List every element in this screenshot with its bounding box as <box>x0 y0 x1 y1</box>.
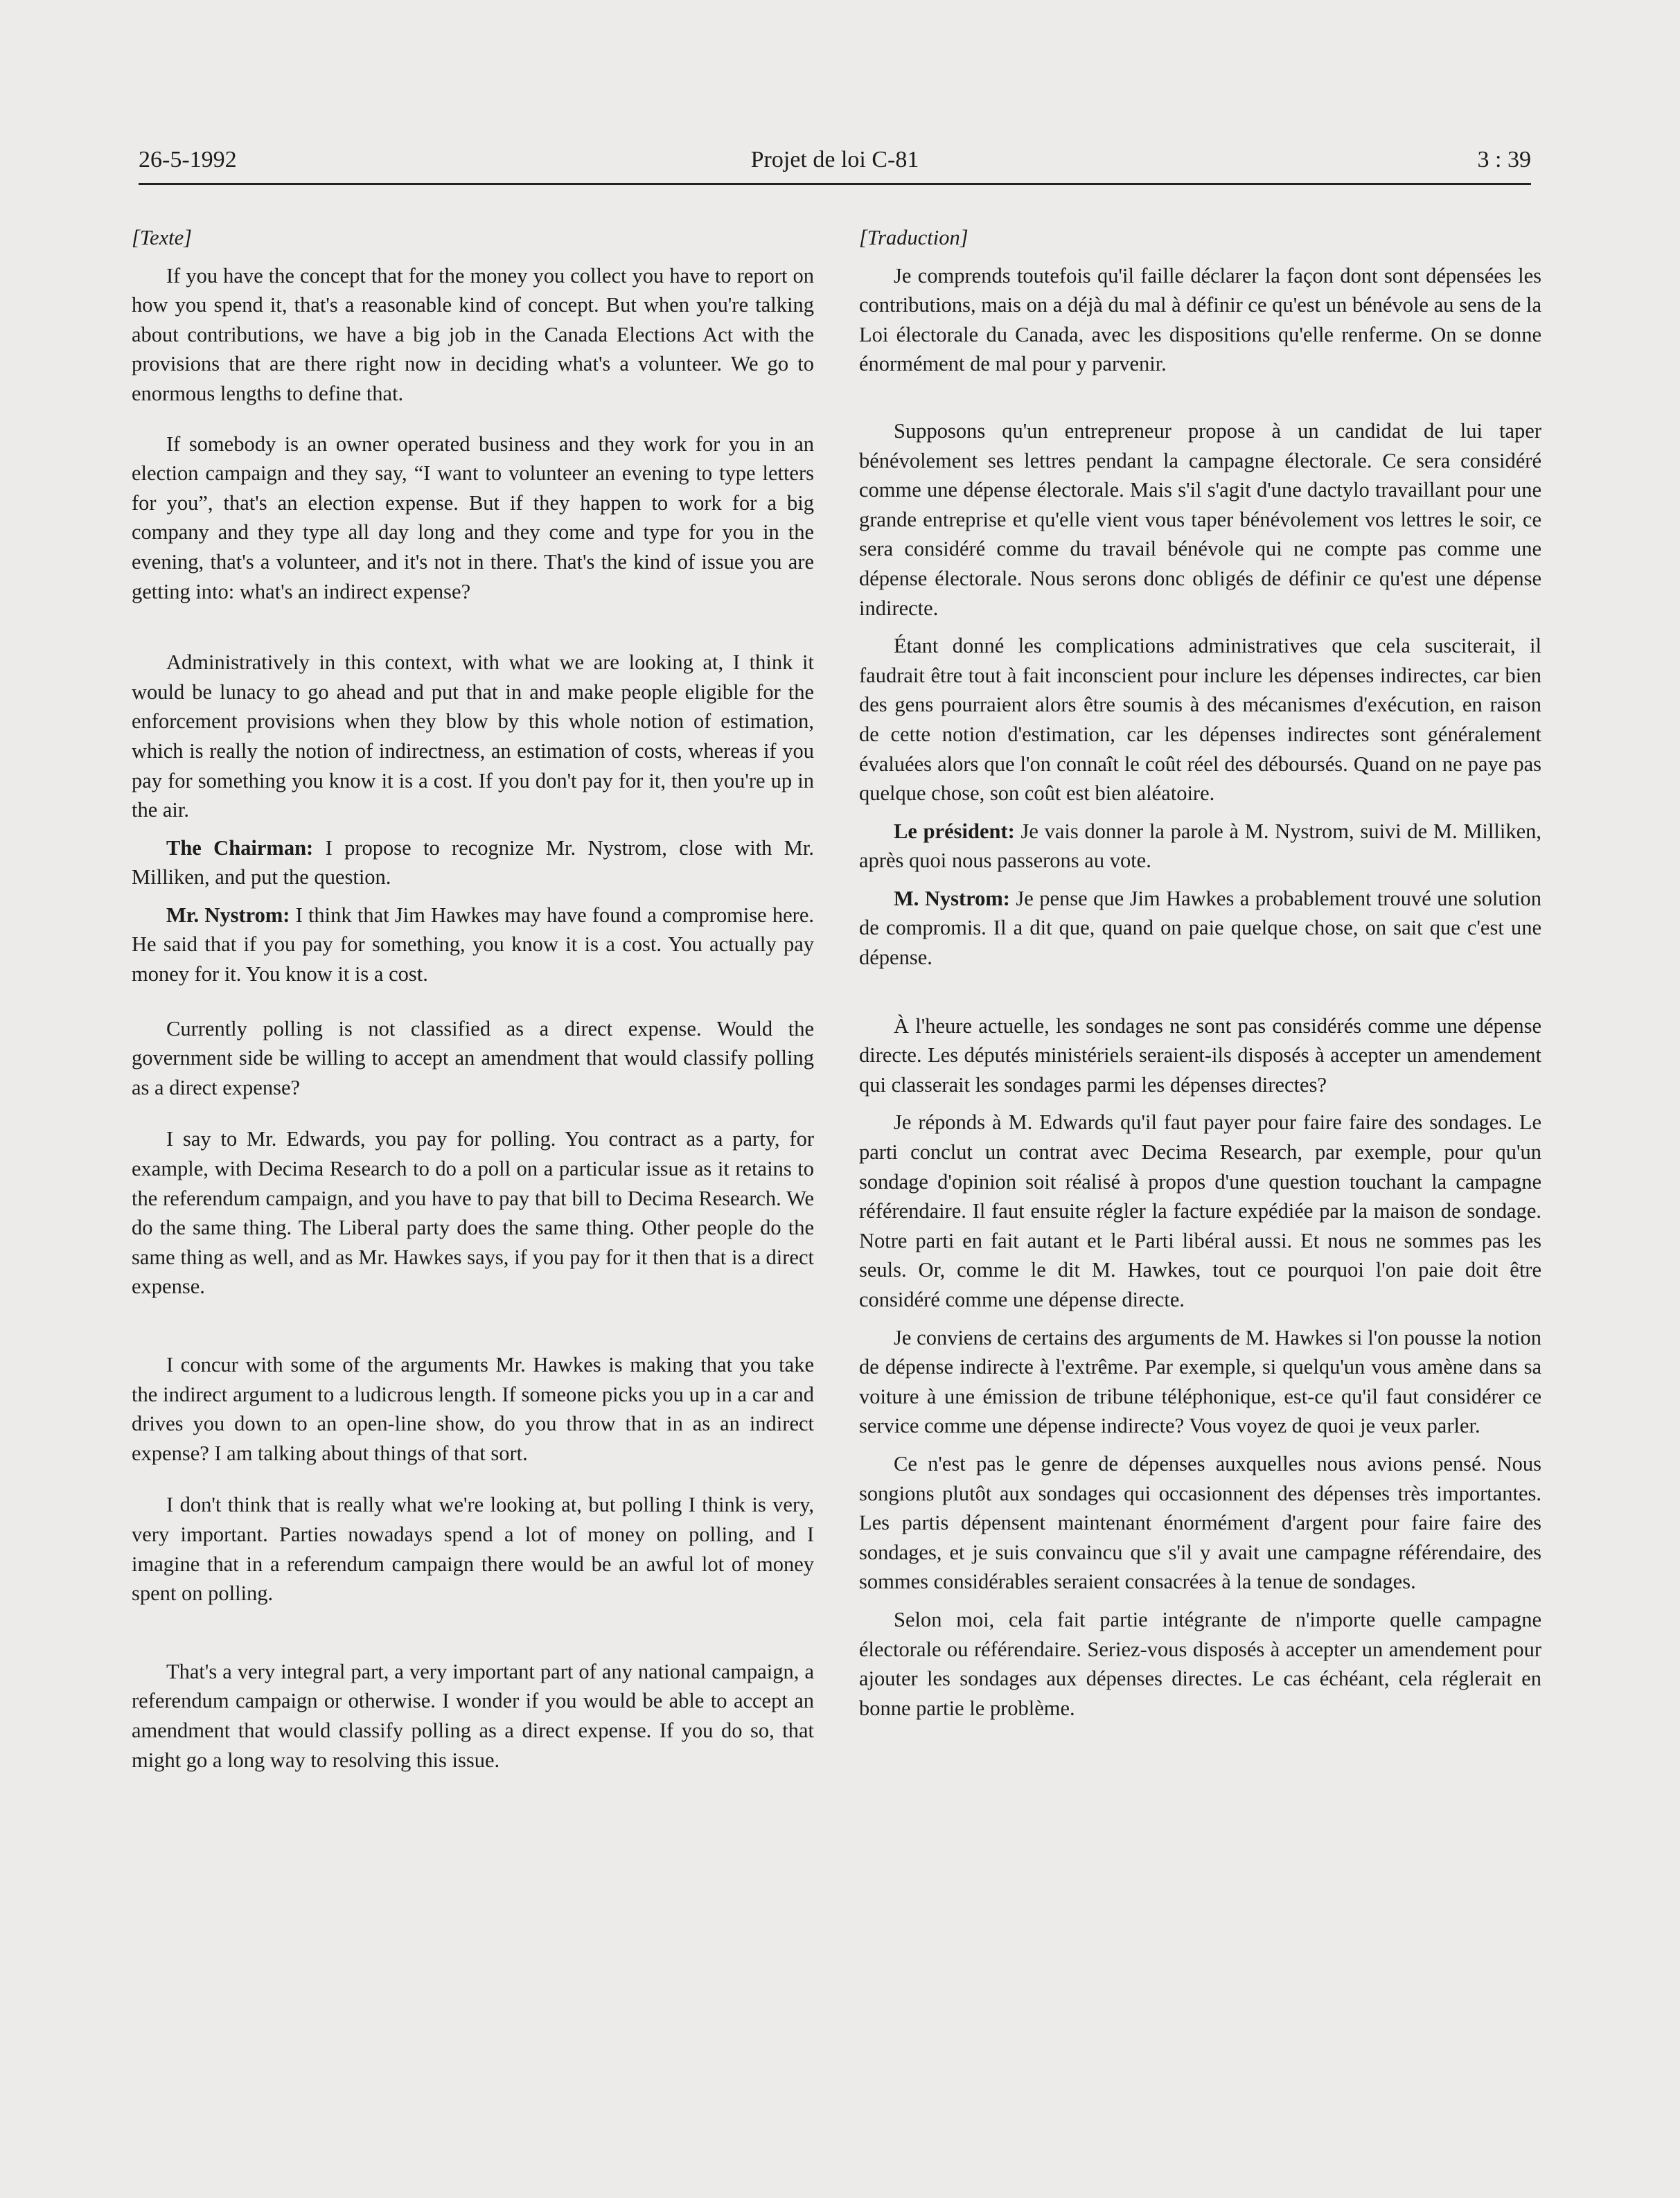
header-rule <box>139 183 1531 185</box>
paragraph-text: Ce n'est pas le genre de dépenses auxquelles nous avions pensé. Nous songions plutôt aux sondages qui occasionnent des dépenses très importantes. Les partis dépensent maintenant énormément d'argent pour faire faire des sondages, et je suis convaincu que s'il y avait une campagne référendaire, des sommes considérables seraient consacrées à la tenue de sondages. <box>859 1451 1541 1594</box>
english-column <box>132 223 814 1775</box>
paragraph-list <box>132 261 814 1775</box>
paragraph <box>132 1350 814 1468</box>
paragraph <box>859 884 1541 973</box>
paragraph-text: I propose to recognize Mr. Nystrom, close with Mr. Milliken, and put the question. <box>132 835 814 889</box>
paragraph <box>859 261 1541 379</box>
paragraph-text: Je pense que Jim Hawkes a probablement trouvé une solution de compromis. Il a dit que, quand on paie quelque chose, on sait que c'est une dépense. <box>859 886 1541 970</box>
paragraph <box>132 1657 814 1775</box>
paragraph <box>132 429 814 607</box>
paragraph-text: Administratively in this context, with what we are looking at, I think it would be lunacy to go ahead and put that in and make people eligible for the enforcement provisions when they blow by this whole notion of estimation, which is really the notion of indirectness, an estimation of costs, whereas if you pay for something you know it is a cost. If you don't pay for it, then you're up in the air. <box>132 650 814 822</box>
paragraph <box>132 1124 814 1302</box>
paragraph-text: À l'heure actuelle, les sondages ne sont pas considérés comme une dépense directe. Les députés ministériels seraient-ils disposés à accepter un amendement qui classerait les sondages parmi les dépenses directes? <box>859 1013 1541 1097</box>
paragraph-text: I concur with some of the arguments Mr. Hawkes is making that you take the indirect argument to a ludicrous length. If someone picks you up in a car and drives you down to an open-line show, do you throw that in as an indirect expense? I am talking about things of that sort. <box>132 1353 814 1465</box>
column-label: [Traduction] <box>859 226 969 249</box>
paragraph <box>132 901 814 989</box>
page-header <box>139 147 1531 186</box>
paragraph <box>859 1323 1541 1441</box>
paragraph-text: Je comprends toutefois qu'il faille déclarer la façon dont sont dépensées les contributions, mais on a déjà du mal à définir ce qu'est un bénévole au sens de la Loi électorale du Canada, avec les dispositions qu'elle renferme. On se donne énormément de mal pour y parvenir. <box>859 263 1541 376</box>
paragraph-text: Selon moi, cela fait partie intégrante de n'importe quelle campagne électorale ou référendaire. Seriez-vous disposés à accepter un amendement pour ajouter les sondages aux dépenses directes. Le cas échéant, cela réglerait en bonne partie le problème. <box>859 1607 1541 1720</box>
speaker-name: Mr. Nystrom: <box>166 903 290 927</box>
paragraph-list <box>859 261 1541 1723</box>
paragraph <box>859 1108 1541 1314</box>
header-title: Projet de loi C-81 <box>750 147 919 172</box>
paragraph-text: I think that Jim Hawkes may have found a compromise here. He said that if you pay for something, you know it is a cost. You actually pay money for it. You know it is a cost. <box>132 903 814 986</box>
paragraph-text: I don't think that is really what we're looking at, but polling I think is very, very important. Parties nowadays spend a lot of money on polling, and I imagine that in a referendum campaign there would be an awful lot of money spent on polling. <box>132 1493 814 1606</box>
french-column <box>859 223 1541 1723</box>
speaker-name: The Chairman: <box>166 835 314 860</box>
header-page-number: 3 : 39 <box>1477 147 1531 172</box>
speaker-name: Le président: <box>894 819 1015 843</box>
paragraph-text: I say to Mr. Edwards, you pay for polling. You contract as a party, for example, with Decima Research to do a poll on a particular issue as it retains to the referendum campaign, and you have to pay that bill to Decima Research. We do the same thing. The Liberal party does the same thing. Other people do the same thing as well, and as Mr. Hawkes says, if you pay for it then that is a direct expense. <box>132 1127 814 1299</box>
paragraph <box>132 1014 814 1103</box>
paragraph-text: Je vais donner la parole à M. Nystrom, suivi de M. Milliken, après quoi nous passerons au vote. <box>859 819 1541 873</box>
paragraph <box>859 1605 1541 1723</box>
header-date: 26-5-1992 <box>139 147 237 172</box>
paragraph <box>859 817 1541 876</box>
paragraph <box>859 631 1541 808</box>
paragraph-text: Je réponds à M. Edwards qu'il faut payer pour faire faire des sondages. Le parti conclut un contrat avec Decima Research, par exemple, pour qu'un sondage d'opinion soit réalisé à propos d'une question touchant la campagne référendaire. Il faut ensuite régler la facture expédiée par la maison de sondage. Notre parti en fait autant et le Parti libéral aussi. Et nous ne sommes pas les seuls. Or, comme le dit M. Hawkes, tout ce pourquoi l'on paie doit être considéré comme une dépense directe. <box>859 1110 1541 1311</box>
paragraph-text: If somebody is an owner operated business and they work for you in an election campaign and they say, “I want to volunteer an evening to type letters for you”, that's an election expense. But if they happen to work for a big company and they type all day long and they come and type for you in the evening, that's a volunteer, and it's not in there. That's the kind of issue you are getting into: what's an indirect expense? <box>132 432 814 603</box>
paragraph <box>132 1490 814 1608</box>
paragraph-text: If you have the concept that for the money you collect you have to report on how you spend it, that's a reasonable kind of concept. But when you're talking about contributions, we have a big job in the Canada Elections Act with the provisions that are there right now in deciding what's a volunteer. We go to enormous lengths to define that. <box>132 263 814 405</box>
paragraph-text: Supposons qu'un entrepreneur propose à un candidat de lui taper bénévolement ses lettres pendant la campagne électorale. Ce sera considéré comme une dépense électorale. Mais s'il s'agit d'une dactylo travaillant pour une grande entreprise et qu'elle vient vous taper bénévolement vos lettres le soir, ce sera considéré comme du travail bénévole qui ne compte pas comme une dépense électorale. Nous serons donc obligés de définir ce qu'est une dépense indirecte. <box>859 418 1541 620</box>
paragraph <box>859 1449 1541 1597</box>
paragraph-text: Étant donné les complications administratives que cela susciterait, il faudrait être tout à fait inconscient pour inclure les dépenses indirectes, car bien des gens pourraient alors être soumis à des mécanismes d'exécution, en raison de cette notion d'estimation, car les dépenses indirectes sont généralement évaluées alors que l'on connaît le coût réel des déboursés. Quand on ne paye pas quelque chose, son coût est bien aléatoire. <box>859 634 1541 806</box>
paragraph <box>859 416 1541 623</box>
paragraph <box>132 648 814 825</box>
paragraph-text: Currently polling is not classified as a direct expense. Would the government side be willing to accept an amendment that would classify polling as a direct expense? <box>132 1016 814 1099</box>
paragraph-text: Je conviens de certains des arguments de M. Hawkes si l'on pousse la notion de dépense indirecte à l'extrême. Par exemple, si quelqu'un vous amène dans sa voiture à une émission de tribune téléphonique, est-ce qu'il faut considérer ce service comme une dépense indirecte? Vous voyez de quoi je veux parler. <box>859 1325 1541 1438</box>
speaker-name: M. Nystrom: <box>894 886 1010 910</box>
paragraph <box>132 833 814 892</box>
column-label: [Texte] <box>132 226 192 249</box>
paragraph <box>859 1011 1541 1100</box>
paragraph-text: That's a very integral part, a very important part of any national campaign, a referendum campaign or otherwise. I wonder if you would be able to accept an amendment that would classify polling as a direct expense. If you do so, that might go a long way to resolving this issue. <box>132 1659 814 1772</box>
paragraph <box>132 261 814 409</box>
